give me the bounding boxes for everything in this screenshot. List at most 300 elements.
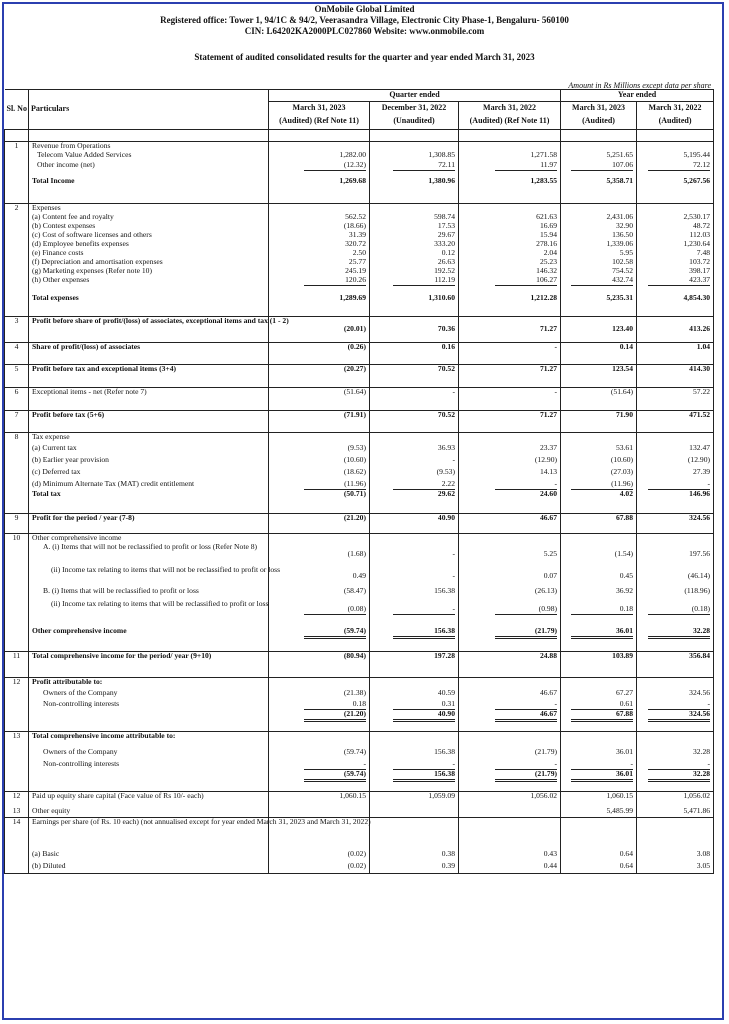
particulars-label: Other comprehensive income	[29, 627, 269, 642]
value-col2: 1,059.09	[428, 791, 455, 801]
value-col1: (58.47)	[343, 586, 366, 596]
value-col3: (21.79)	[534, 746, 558, 756]
value-col5: 471.52	[689, 409, 711, 419]
value-col3: 15.94	[539, 230, 558, 240]
value-col1: 1,060.15	[339, 791, 366, 801]
sl-no	[5, 490, 29, 501]
sl-no	[5, 267, 29, 276]
value-col2: 0.31	[393, 700, 455, 710]
value-col2: 112.19	[393, 276, 455, 286]
value-col1: (59.74)	[343, 746, 366, 756]
value-col2: 40.90	[393, 710, 455, 722]
value-col5: 324.56	[689, 688, 711, 698]
sl-no	[5, 710, 29, 722]
particulars-label: (d) Minimum Alternate Tax (MAT) credit entitlement	[29, 480, 269, 490]
sl-no: 4	[5, 342, 29, 364]
particulars-label: Profit attributable to:	[29, 677, 269, 689]
value-col1: (0.26)	[347, 341, 366, 351]
value-col5: -	[648, 700, 710, 710]
row-r10a	[5, 543, 714, 566]
row-r15	[5, 807, 714, 818]
sl-no	[5, 689, 29, 700]
value-col1: 0.18	[304, 700, 366, 710]
spacer-row	[5, 191, 714, 204]
value-col4: 1,339.06	[606, 239, 634, 249]
col3-status: (Audited) (Ref Note 11)	[459, 114, 561, 129]
value-col4: 2,431.06	[606, 212, 634, 222]
value-col1: (21.38)	[343, 688, 366, 698]
sl-no	[5, 222, 29, 231]
value-col4: 67.27	[615, 688, 634, 698]
particulars-label: (f) Depreciation and amortisation expenses	[29, 258, 269, 267]
sl-no	[5, 258, 29, 267]
value-col5: -	[648, 760, 710, 770]
value-col4: 5,358.71	[606, 175, 634, 185]
value-col3: 23.37	[539, 443, 558, 453]
value-col3: 278.16	[536, 239, 558, 249]
value-col5: 112.03	[689, 230, 711, 240]
sl-no	[5, 468, 29, 480]
value-col4: 0.45	[619, 571, 634, 581]
value-col5: 32.28	[648, 627, 710, 639]
value-col1: 1,269.68	[339, 175, 366, 185]
value-col5: 7.48	[696, 248, 711, 258]
sl-no: 10	[5, 533, 29, 543]
particulars-label: (g) Marketing expenses (Refer note 10)	[29, 267, 269, 276]
value-col5: -	[648, 480, 710, 490]
value-col4: 67.88	[615, 512, 634, 522]
particulars-label: Profit before tax (5+6)	[29, 410, 269, 432]
sl-no: 5	[5, 364, 29, 387]
spacer-row	[5, 501, 714, 513]
row-r16	[5, 818, 714, 850]
particulars-label: (d) Employee benefits expenses	[29, 240, 269, 249]
value-col4: 0.14	[619, 341, 634, 351]
row-r13t	[5, 770, 714, 782]
value-col4: 36.01	[571, 770, 633, 782]
statement-title: Statement of audited consolidated results for the quarter and year ended March 31, 2023	[194, 52, 535, 62]
particulars-label: Exceptional items - net (Refer note 7)	[29, 387, 269, 410]
value-col3: 0.44	[543, 860, 558, 870]
value-col3: -	[554, 341, 558, 351]
sl-no: 12	[5, 677, 29, 689]
value-col4: (27.03)	[610, 467, 634, 477]
value-col1: 120.26	[304, 276, 366, 286]
value-col5: 32.28	[648, 770, 710, 782]
value-col1: (1.68)	[347, 549, 366, 559]
value-col2: 70.52	[437, 363, 455, 373]
value-col2: -	[393, 760, 455, 770]
value-col1: (80.94)	[343, 650, 366, 660]
value-col5: 2,530.17	[683, 212, 711, 222]
value-col2: -	[452, 386, 455, 396]
row-r2t	[5, 294, 714, 308]
value-col3: 24.88	[539, 650, 558, 660]
sl-no	[5, 480, 29, 490]
particulars-label: Share of profit/(loss) of associates	[29, 342, 269, 364]
row-r8t	[5, 490, 714, 501]
value-col4: 123.54	[612, 363, 634, 373]
quarter-ended-header: Quarter ended	[269, 90, 561, 102]
value-col4: 71.90	[615, 409, 634, 419]
row-r14	[5, 792, 714, 807]
value-col5: 72.12	[648, 161, 710, 171]
sl-no	[5, 543, 29, 566]
value-col4: 0.61	[571, 700, 633, 710]
value-col3: (12.90)	[534, 455, 558, 465]
sl-no: 7	[5, 410, 29, 432]
particulars-label: Paid up equity share capital (Face value of Rs 10/- each)	[29, 792, 269, 807]
value-col4: 67.88	[571, 710, 633, 722]
value-col3: 1,212.28	[530, 293, 558, 303]
value-col1: -	[304, 760, 366, 770]
col4-status: (Audited)	[561, 114, 637, 129]
value-col2: 26.63	[437, 257, 455, 267]
value-col4: 0.64	[619, 860, 634, 870]
particulars-label: Tax expense	[29, 432, 269, 444]
col-sl: Sl. No	[5, 90, 29, 130]
particulars-label: (a) Current tax	[29, 444, 269, 456]
particulars-label	[29, 770, 269, 782]
col5-date: March 31, 2022	[637, 101, 714, 114]
sl-no	[5, 249, 29, 258]
value-col2: 29.67	[437, 230, 455, 240]
value-col2: 0.38	[441, 848, 455, 858]
value-col2: 598.74	[434, 212, 455, 222]
value-col3: 0.43	[543, 848, 558, 858]
value-col1: (18.66)	[343, 221, 366, 231]
col4-date: March 31, 2023	[561, 101, 637, 114]
value-col4: 754.52	[612, 266, 634, 276]
value-col3: 0.07	[543, 571, 558, 581]
particulars-label: Earnings per share (of Rs. 10 each) (not annualised except for year ended March 31, 2023 and March 31, 2022)	[29, 818, 269, 850]
value-col5: 324.56	[648, 710, 710, 722]
value-col3: 5.25	[543, 549, 558, 559]
value-col4: 432.74	[571, 276, 633, 286]
row-r3	[5, 316, 714, 342]
value-col2: 70.52	[437, 409, 455, 419]
sl-no	[5, 770, 29, 782]
value-col3: 621.63	[536, 212, 558, 222]
value-col1: (18.62)	[343, 467, 366, 477]
value-col3: (21.79)	[495, 627, 557, 639]
value-col5: 5,195.44	[683, 149, 711, 159]
value-col3: 106.27	[495, 276, 557, 286]
value-col2: 2.22	[393, 480, 455, 490]
sl-no	[5, 177, 29, 191]
year-ended-header: Year ended	[561, 90, 714, 102]
particulars-label: (a) Content fee and royalty	[29, 213, 269, 222]
value-col2: 0.16	[441, 341, 455, 351]
sl-no	[5, 587, 29, 600]
value-col3: (21.79)	[495, 770, 557, 782]
value-col3: (26.13)	[534, 586, 558, 596]
value-col5: 4,854.30	[683, 293, 711, 303]
particulars-label: Non-controlling interests	[29, 700, 269, 710]
value-col5: (118.96)	[684, 586, 711, 596]
value-col2: 0.39	[441, 860, 455, 870]
col5-status: (Audited)	[637, 114, 714, 129]
value-col4: 36.01	[571, 627, 633, 639]
spacer-row	[5, 782, 714, 792]
value-col4: 5,235.31	[606, 293, 634, 303]
value-col5: 324.56	[689, 512, 711, 522]
particulars-label: Revenue from Operations	[29, 141, 269, 150]
results-table	[4, 89, 714, 874]
value-col4: 4.02	[619, 489, 634, 499]
row-r12t	[5, 710, 714, 722]
value-col4: 1,060.15	[606, 791, 634, 801]
particulars-label: Other equity	[29, 807, 269, 818]
value-col2: -	[452, 571, 455, 581]
value-col5: 132.47	[689, 443, 711, 453]
row-r1t	[5, 177, 714, 191]
value-col4: 5,485.99	[606, 805, 634, 815]
col1-status: (Audited) (Ref Note 11)	[269, 114, 370, 129]
col-particulars: Particulars	[29, 90, 269, 130]
value-col1: (0.08)	[304, 605, 366, 615]
value-col1: (20.01)	[343, 323, 366, 333]
particulars-label: (a) Basic	[29, 850, 269, 862]
value-col5: 413.26	[689, 323, 711, 333]
value-col4: 0.18	[571, 605, 633, 615]
value-col4: -	[571, 760, 633, 770]
col3-date: March 31, 2022	[459, 101, 561, 114]
sl-no	[5, 760, 29, 770]
value-col1: (10.60)	[343, 455, 366, 465]
value-col2: 40.59	[437, 688, 455, 698]
value-col2: 0.12	[441, 248, 455, 258]
value-col4: 107.06	[571, 161, 633, 171]
particulars-label: (ii) Income tax relating to items that will be reclassified to profit or loss	[29, 600, 269, 620]
value-col3: (0.98)	[495, 605, 557, 615]
value-col3: 24.60	[539, 489, 558, 499]
spacer-row	[5, 722, 714, 732]
value-col1: 1,282.00	[339, 149, 366, 159]
value-col2: 156.38	[434, 746, 455, 756]
value-col5: 356.84	[689, 650, 711, 660]
value-col3: 14.13	[539, 467, 558, 477]
particulars-label: Expenses	[29, 204, 269, 213]
particulars-label: (b) Earlier year provision	[29, 456, 269, 468]
row-r9	[5, 513, 714, 533]
value-col4: (11.96)	[571, 480, 633, 490]
particulars-label: Profit for the period / year (7-8)	[29, 513, 269, 533]
row-r2h	[5, 276, 714, 286]
value-col3: 1,056.02	[530, 791, 558, 801]
spacer-row	[5, 308, 714, 316]
value-col1: (51.64)	[343, 386, 366, 396]
value-col5: 414.30	[689, 363, 711, 373]
value-col2: 156.38	[393, 627, 455, 639]
sl-no	[5, 213, 29, 222]
sl-no	[5, 456, 29, 468]
value-col5: 3.05	[696, 860, 711, 870]
value-col2: -	[452, 455, 455, 465]
value-col1: (0.02)	[347, 860, 366, 870]
value-col5: (12.90)	[687, 455, 711, 465]
particulars-label: Total comprehensive income for the period/ year (9+10)	[29, 651, 269, 673]
value-col5: 1,230.64	[683, 239, 711, 249]
row-r4	[5, 342, 714, 364]
value-col1: (0.02)	[347, 848, 366, 858]
particulars-label: (b) Diluted	[29, 862, 269, 874]
value-col1: (11.96)	[304, 480, 366, 490]
value-col5: 423.37	[648, 276, 710, 286]
value-col3: -	[495, 480, 557, 490]
row-r10b	[5, 566, 714, 587]
value-col5: 57.22	[692, 386, 711, 396]
value-col4: 0.64	[619, 848, 634, 858]
row-r13	[5, 732, 714, 748]
value-col4: 36.01	[615, 746, 634, 756]
row-r10t	[5, 627, 714, 642]
value-col2: 156.38	[434, 586, 455, 596]
value-col4: 123.40	[612, 323, 634, 333]
value-col4: 102.58	[612, 257, 634, 267]
value-col1: (21.20)	[343, 512, 366, 522]
sl-no: 1	[5, 141, 29, 150]
value-col1: 0.49	[352, 571, 366, 581]
sl-no	[5, 294, 29, 308]
sl-no: 2	[5, 204, 29, 213]
particulars-label: B. (i) Items that will be reclassified to profit or loss	[29, 587, 269, 600]
value-col4: 32.90	[615, 221, 634, 231]
sl-no	[5, 627, 29, 642]
value-col4: (10.60)	[610, 455, 634, 465]
value-col5: 398.17	[689, 266, 711, 276]
sl-no	[5, 600, 29, 620]
particulars-label: (ii) Income tax relating to items that will not be reclassified to profit or loss	[29, 566, 269, 587]
value-col1: (9.53)	[347, 443, 366, 453]
value-col1: 2.50	[352, 248, 366, 258]
particulars-label: (b) Contest expenses	[29, 222, 269, 231]
registered-office: Registered office: Tower 1, 94/1C & 94/2, Veerasandra Village, Electronic City Phase-1, Bengaluru- 560100	[160, 15, 569, 25]
sl-no	[5, 748, 29, 760]
value-col3: 146.32	[536, 266, 558, 276]
value-col3: 2.04	[543, 248, 558, 258]
particulars-label: Total tax	[29, 490, 269, 501]
value-col2: 40.90	[437, 512, 455, 522]
value-col4: 5,251.65	[606, 149, 634, 159]
value-col2: 192.52	[434, 266, 455, 276]
value-col5: 197.56	[689, 549, 711, 559]
value-col1: 320.72	[345, 239, 366, 249]
particulars-label	[29, 710, 269, 722]
value-col3: -	[554, 386, 558, 396]
company-name: OnMobile Global Limited	[314, 4, 415, 14]
value-col4: 36.92	[615, 586, 634, 596]
value-col1: (20.27)	[343, 363, 366, 373]
value-col5: 3.08	[696, 848, 711, 858]
particulars-label: Total Income	[29, 177, 269, 191]
value-col3: 71.27	[539, 323, 558, 333]
value-col3: 1,271.58	[530, 149, 558, 159]
value-col1: (12.32)	[304, 161, 366, 171]
particulars-label: (e) Finance costs	[29, 249, 269, 258]
value-col1: 31.39	[348, 230, 366, 240]
value-col2: -	[393, 605, 455, 615]
sl-no	[5, 151, 29, 161]
value-col3: -	[495, 700, 557, 710]
value-col3: 46.67	[539, 688, 558, 698]
value-col4: 136.50	[612, 230, 634, 240]
value-col2: 70.36	[437, 323, 455, 333]
spacer-row	[5, 129, 714, 141]
value-col5: 1,056.02	[683, 791, 711, 801]
value-col1: (59.74)	[304, 627, 366, 639]
value-col3: 46.67	[539, 512, 558, 522]
sl-no	[5, 161, 29, 172]
value-col3: 11.97	[495, 161, 557, 171]
sl-no: 14	[5, 818, 29, 850]
value-col5: 27.39	[692, 467, 711, 477]
value-col1: 1,289.69	[339, 293, 366, 303]
value-col3: -	[495, 760, 557, 770]
cin-website: CIN: L64202KA2000PLC027860 Website: www.onmobile.com	[244, 26, 485, 36]
value-col3: 71.27	[539, 363, 558, 373]
sl-no	[5, 276, 29, 286]
value-col5: 32.28	[692, 746, 711, 756]
particulars-label: (h) Other expenses	[29, 276, 269, 286]
particulars-label: A. (i) Items that will not be reclassified to profit or loss (Refer Note 8)	[29, 543, 269, 566]
particulars-label: Other income (net)	[29, 161, 269, 172]
value-col4: (51.64)	[610, 386, 634, 396]
sl-no	[5, 850, 29, 862]
value-col5: 48.72	[692, 221, 711, 231]
particulars-label: (c) Deferred tax	[29, 468, 269, 480]
particulars-label: Profit before share of profit/(loss) of associates, exceptional items and tax (1 - 2)	[29, 316, 269, 342]
amount-note: Amount in Rs Millions except data per share	[568, 81, 711, 90]
particulars-label: Telecom Value Added Services	[29, 151, 269, 161]
value-col3: 71.27	[539, 409, 558, 419]
row-r6	[5, 387, 714, 410]
value-col3: 16.69	[539, 221, 558, 231]
value-col4: 103.89	[612, 650, 634, 660]
sl-no: 13	[5, 807, 29, 818]
sl-no: 12	[5, 792, 29, 807]
value-col5: 5,471.86	[683, 805, 711, 815]
particulars-label: (c) Cost of software licenses and others	[29, 231, 269, 240]
col2-status: (Unaudited)	[370, 114, 459, 129]
value-col1: 245.19	[345, 266, 366, 276]
row-r16b	[5, 862, 714, 874]
sl-no: 13	[5, 732, 29, 748]
sl-no	[5, 240, 29, 249]
value-col2: 197.28	[434, 650, 455, 660]
value-col2: 1,310.60	[428, 293, 455, 303]
sl-no	[5, 566, 29, 587]
value-col5: 103.72	[689, 257, 711, 267]
sl-no: 3	[5, 316, 29, 342]
value-col1: 25.77	[348, 257, 366, 267]
particulars-label: Non-controlling interests	[29, 760, 269, 770]
col1-date: March 31, 2023	[269, 101, 370, 114]
value-col2: 36.93	[437, 443, 455, 453]
value-col3: 46.67	[495, 710, 557, 722]
particulars-label: Profit before tax and exceptional items (3+4)	[29, 364, 269, 387]
value-col4: 5.95	[619, 248, 634, 258]
value-col5: (46.14)	[687, 571, 711, 581]
value-col2: -	[452, 549, 455, 559]
value-col5: 1.04	[696, 341, 711, 351]
value-col2: 29.62	[437, 489, 455, 499]
col2-date: December 31, 2022	[370, 101, 459, 114]
row-r7	[5, 410, 714, 432]
value-col2: 1,380.96	[428, 175, 455, 185]
particulars-label: Owners of the Company	[29, 689, 269, 700]
value-col5: 146.96	[689, 489, 711, 499]
